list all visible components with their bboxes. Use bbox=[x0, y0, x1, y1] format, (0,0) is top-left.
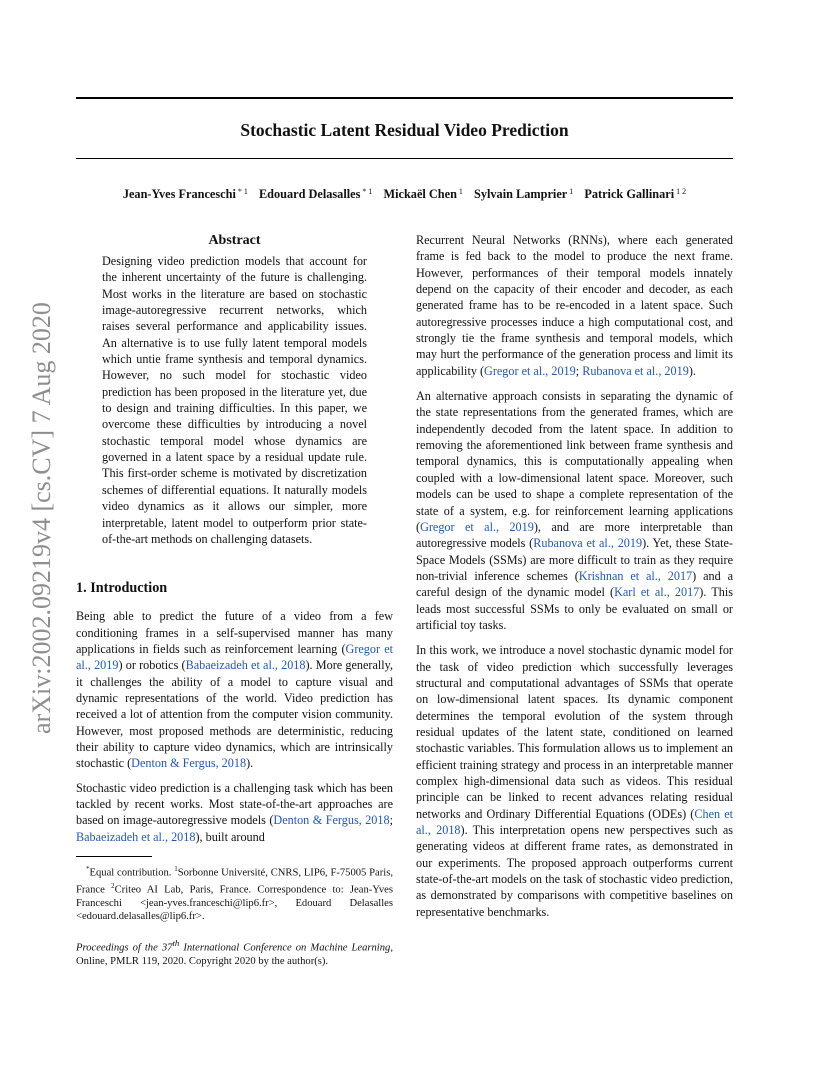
author: Edouard Delasalles $^{* 1}$ bbox=[258, 187, 373, 201]
author: Mickaël Chen $^1$ bbox=[383, 187, 463, 201]
intro-paragraph-5: In this work, we introduce a novel stochastic dynamic model for the task of video prediction which successfully leverages structural and computational advantages of SSMs that operate on low-dimensional latent spaces. Its dynamic component determines the temporal evolution of the system through residual updates of the latent state, conditioned on learned stochastic variables. This formulation allows us to implement an efficient training strategy and process in an interpretable manner complex high-dimensional data such as videos. This residual principle can be linked to recent advances relating residual networks and Ordinary Differential Equations (ODEs) (Chen et al., 2018). This interpretation opens new perspectives such as generating videos at different frame rates, as demonstrated in our experiments. The proposed approach outperforms current state-of-the-art models on the task of stochastic video prediction, as demonstrated by comparisons with competitive baselines on representative benchmarks. bbox=[416, 643, 734, 919]
citation-link[interactable]: Babaeizadeh et al., 2018 bbox=[76, 829, 196, 844]
intro-paragraph-3: Recurrent Neural Networks (RNNs), where each generated frame is fed back to the model to produce the next frame. However, performances of their temporal models innately depend on the capacity of their encoder and decoder, as each generated frame has to be re-encoded in a latent space. Such autoregressive processes induce a high computational cost, and strongly tie the frame synthesis and temporal models, which may hurt the performance of the generation process and limit its applicability (Gregor et al., 2019; Rubanova et al., 2019). bbox=[416, 233, 733, 378]
affiliation-footnote: *Equal contribution. $^1$Sorbonne Université, CNRS, LIP6, F-75005 Paris, France $^2$Criteo AI Lab, Paris, France. Correspondence to: Jean-Yves Franceschi <jean-yves.franceschi@lip6.fr>, Edouard Delasalles <edouard.delasalles@lip6.fr>. bbox=[76, 865, 393, 923]
intro-paragraph-2: Stochastic video prediction is a challenging task which has been tackled by recent works. Most state-of-the-art approaches are based on image-autoregressive models (Denton & Fergus, 2018; Babaeizadeh et al., 2018), built around bbox=[76, 780, 393, 844]
abstract-heading: Abstract bbox=[208, 233, 261, 248]
author: Patrick Gallinari $^{1 2}$ bbox=[584, 187, 687, 201]
proceedings-note: Proceedings of the 37th International Conference on Machine Learning, Online, PMLR 119, 2020. Copyright 2020 by the author(s). bbox=[76, 937, 393, 967]
abstract-text: Designing video prediction models that account for the inherent uncertainty of the future is challenging. Most works in the literature are based on stochastic image-autoregressive recurrent networks, which raises several performance and applicability issues. An alternative is to use fully latent temporal models which untie frame synthesis and temporal dynamics. However, no such model for stochastic video prediction has been proposed in the literature yet, due to design and training difficulties. In this paper, we overcome these difficulties by introducing a novel stochastic temporal model whose dynamics are governed in a latent space by a residual update rule. This first-order scheme is motivated by discretization schemes of differential equations. It naturally models video dynamics as it allows our simpler, more interpretable, latent model to outperform prior state-of-the-art methods on challenging datasets. bbox=[102, 254, 367, 546]
citation-link[interactable]: Rubanova et al., 2019 bbox=[582, 363, 689, 378]
citation-link[interactable]: Gregor et al., 2019 bbox=[420, 519, 534, 534]
right-column bbox=[416, 232, 733, 929]
citation-link[interactable]: Babaeizadeh et al., 2018 bbox=[185, 658, 306, 673]
title-bottom-rule bbox=[76, 158, 733, 159]
citation-link[interactable]: Denton & Fergus, 2018 bbox=[273, 813, 390, 828]
intro-paragraph-4: An alternative approach consists in separating the dynamic of the state representations from the generated frames, which are independently decoded from the latent space. In addition to removing the aforementioned link between frame synthesis and temporal dynamics, this is computationally appealing when coupled with a low-dimensional latent space. Moreover, such models can be used to shape a complete representation of the state of a system, e.g. for reinforcement learning applications (Gregor et al., 2019), and are more interpretable than autoregressive models (Rubanova et al., 2019). Yet, these State-Space Models (SSMs) are more difficult to train as they require non-trivial inference schemes (Krishnan et al., 2017) and a careful design of the dynamic model (Karl et al., 2017). This leads most successful SSMs to only be evaluated on small or artificial toy tasks. bbox=[416, 389, 733, 632]
citation-link[interactable]: Gregor et al., 2019 bbox=[484, 363, 576, 378]
section-heading-introduction: 1. Introduction bbox=[76, 580, 168, 597]
citation-link[interactable]: Karl et al., 2017 bbox=[614, 585, 700, 600]
intro-paragraph-1: Being able to predict the future of a video from a few conditioning frames in a self-supervised manner has many applications in fields such as reinforcement learning (Gregor et al., 2019) or robotics (Babaeizadeh et al., 2018). More generally, it challenges the ability of a model to capture visual and dynamic representations of the world. Video prediction has received a lot of attention from the computer vision community. However, most proposed methods are deterministic, reducing their ability to capture video dynamics, which are intrinsically stochastic (Denton & Fergus, 2018). bbox=[76, 609, 394, 771]
arxiv-identifier: arXiv:2002.09219v4 [cs.CV] 7 Aug 2020 bbox=[27, 302, 56, 734]
author: Sylvain Lamprier $^1$ bbox=[474, 187, 574, 201]
top-rule bbox=[76, 97, 733, 99]
author: Jean-Yves Franceschi $^{* 1}$ bbox=[122, 187, 248, 201]
left-column bbox=[76, 232, 393, 853]
citation-link[interactable]: Denton & Fergus, 2018 bbox=[131, 756, 247, 771]
footnote-rule bbox=[76, 856, 152, 857]
citation-link[interactable]: Gregor et al., 2019 bbox=[76, 641, 394, 673]
citation-link[interactable]: Rubanova et al., 2019 bbox=[533, 536, 643, 551]
paper-title: Stochastic Latent Residual Video Prediction bbox=[240, 120, 569, 140]
footnotes bbox=[76, 856, 393, 968]
citation-link[interactable]: Chen et al., 2018 bbox=[416, 806, 733, 838]
author-list bbox=[76, 187, 733, 202]
citation-link[interactable]: Krishnan et al., 2017 bbox=[578, 568, 693, 583]
